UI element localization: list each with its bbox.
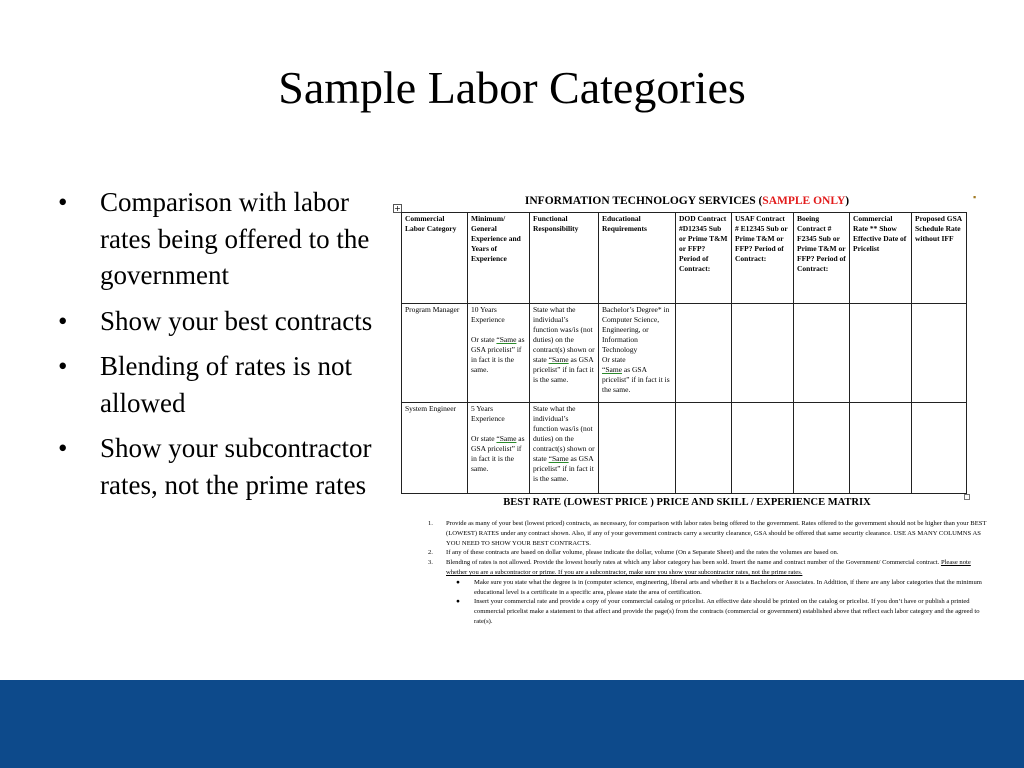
bullet-item: • Show your best contracts bbox=[58, 303, 378, 340]
header-cell: Boeing Contract # F2345 Sub or Prime T&M or FFP? Period of Contract: bbox=[794, 213, 850, 304]
education-cell: Bachelor’s Degree* in Computer Science, Engineering, or Information Technology Or state “Same as GSA pricelist” if in fact it is the same. bbox=[599, 304, 676, 403]
header-cell: Minimum/ General Experience and Years of Experience bbox=[468, 213, 530, 304]
document-title: INFORMATION TECHNOLOGY SERVICES (SAMPLE ONLY) bbox=[524, 195, 850, 207]
subnote-bullet-icon: ● bbox=[456, 578, 460, 586]
subnote-item: ● Make sure you state what the degree is in (computer science, engineering, liberal arts and whether it is a Bachelors or Associates. In Addition, if there are any labor categories that the minimum educational level is a certificate in a specific area, please state the area of certification. bbox=[456, 578, 982, 596]
bullet-item: • Show your subcontractor rates, not the prime rates bbox=[58, 430, 378, 503]
empty-cell bbox=[912, 403, 967, 494]
labor-category-table bbox=[401, 212, 967, 494]
experience-cell: 10 Years Experience Or state “Same as GSA pricelist” if in fact it is the same. bbox=[468, 304, 530, 403]
subnote-bullet-icon: ● bbox=[456, 598, 460, 606]
header-cell: USAF Contract # E12345 Sub or Prime T&M or FFP? Period of Contract: bbox=[732, 213, 794, 304]
footer-band bbox=[0, 680, 1024, 768]
empty-cell bbox=[794, 304, 850, 403]
slide-title: Sample Labor Categories bbox=[278, 62, 746, 113]
table-move-handle-icon[interactable]: + bbox=[394, 204, 401, 213]
bullet-dot: • bbox=[58, 351, 68, 381]
corner-marker-icon: ▪ bbox=[973, 192, 977, 202]
empty-cell bbox=[676, 304, 732, 403]
header-cell: DOD Contract #D12345 Sub or Prime T&M or FFP? Period of Contract: bbox=[676, 213, 732, 304]
table-row bbox=[402, 403, 967, 494]
bullet-dot: • bbox=[58, 433, 68, 463]
empty-cell bbox=[732, 403, 794, 494]
note-item: 3. Blending of rates is not allowed. Provide the lowest hourly rates at which any labor category has been sold. Insert the name and contract number of the Government/ Commercial contract. Please note whether you are a subcontractor or prime. If you are a subcontractor, make sure you show your subcontractor rates, not the prime rates. bbox=[428, 559, 971, 576]
header-cell: Commercial Labor Category bbox=[402, 213, 468, 304]
bullet-item: • Blending of rates is not allowed bbox=[58, 348, 378, 421]
header-cell: Educational Requirements bbox=[599, 213, 676, 304]
bullet-dot: • bbox=[58, 305, 68, 336]
sample-only-label: SAMPLE ONLY bbox=[762, 195, 846, 207]
header-cell: Functional Responsibility bbox=[530, 213, 599, 304]
matrix-title: BEST RATE (LOWEST PRICE ) PRICE AND SKILL / EXPERIENCE MATRIX bbox=[503, 497, 871, 508]
empty-cell bbox=[850, 304, 912, 403]
category-cell: System Engineer bbox=[402, 403, 468, 494]
category-cell: Program Manager bbox=[402, 304, 468, 403]
empty-cell bbox=[732, 304, 794, 403]
empty-cell bbox=[850, 403, 912, 494]
header-cell: Commercial Rate ** Show Effective Date of Pricelist bbox=[850, 213, 912, 304]
note-item: 1. Provide as many of your best (lowest priced) contracts, as necessary, for comparison with labor rates being offered to the government. Rates offered to the government should not be higher than your BEST (LOWEST) RATES under any contract shown. Also, if any of your government contracts carry a security clearance, GSA should be offered that same security clearance. USE AS MANY COLUMNS AS YOU NEED TO SHOW YOUR BEST CONTRACTS. bbox=[428, 520, 987, 547]
responsibility-cell: State what the individual’s function was/is (not duties) on the contract(s) shown or state “Same as GSA pricelist” if in fact it is the same. bbox=[530, 403, 599, 494]
responsibility-cell: State what the individual’s function was/is (not duties) on the contract(s) shown or state “Same as GSA pricelist” if in fact it is the same. bbox=[530, 304, 599, 403]
empty-cell bbox=[912, 304, 967, 403]
experience-cell: 5 Years Experience Or state “Same as GSA pricelist” if in fact it is the same. bbox=[468, 403, 530, 494]
note-item: 2. If any of these contracts are based on dollar volume, please indicate the dollar, volume (On a Separate Sheet) and the rates the volumes are based on. bbox=[428, 549, 839, 557]
subnote-item: ● Insert your commercial rate and provide a copy of your commercial catalog or pricelist. An effective date should be printed on the catalog or pricelist. If you don’t have or publish a printed commercial pricelist make a statement to that affect and provide the page(s) from the contracts (commercial or government) established above that reflect each labor category and the agreed to rate(s). bbox=[456, 598, 980, 625]
education-cell bbox=[599, 403, 676, 494]
empty-cell bbox=[794, 403, 850, 494]
empty-cell bbox=[676, 403, 732, 494]
bullet-list bbox=[58, 184, 378, 512]
header-cell: Proposed GSA Schedule Rate without IFF bbox=[912, 213, 967, 304]
embedded-document bbox=[390, 192, 987, 654]
notes-section bbox=[428, 519, 988, 627]
table-row bbox=[402, 304, 967, 403]
bullet-item: • Comparison with labor rates being offered to the government bbox=[58, 184, 378, 294]
bullet-dot: • bbox=[58, 187, 68, 217]
table-header-row bbox=[402, 213, 967, 304]
